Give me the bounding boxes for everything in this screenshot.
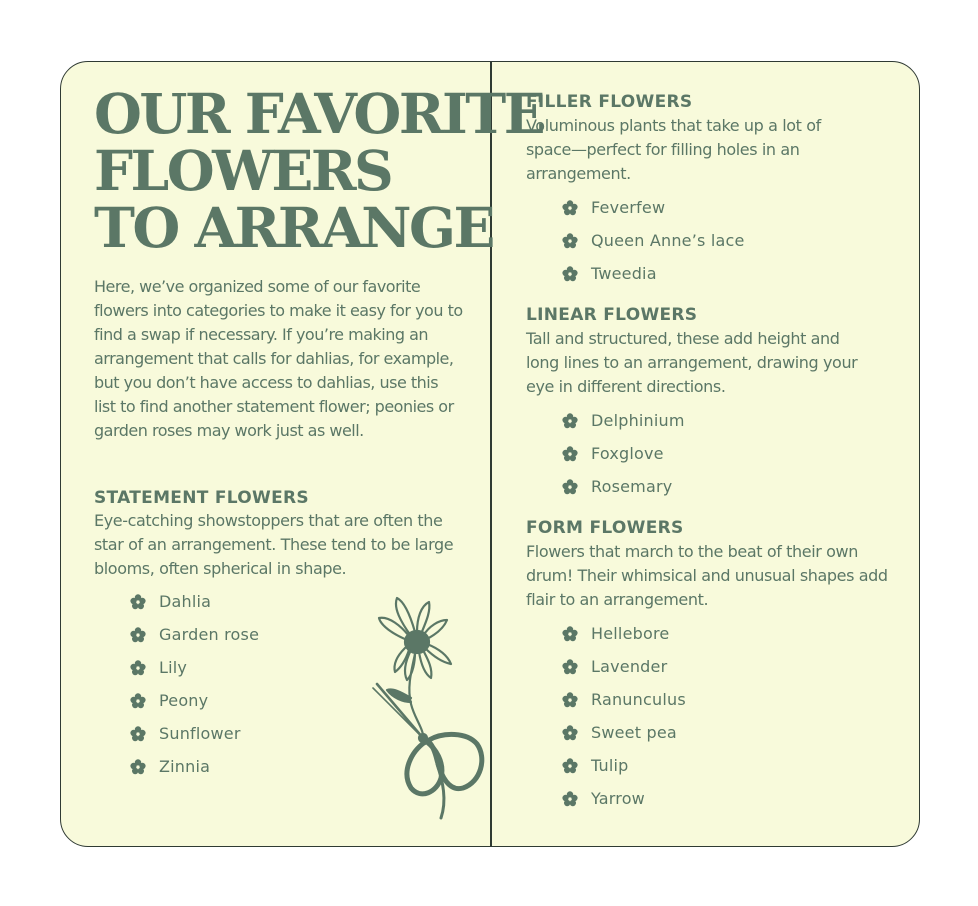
list-item	[130, 592, 259, 625]
flower-name: Feverfew	[591, 198, 666, 217]
statement-description: Eye-catching showstoppers that are often the star of an arrangement. These tend to be large blooms, often spherical in shape.	[94, 511, 454, 578]
clover-icon	[130, 592, 146, 612]
filler-heading: FILLER FLOWERS	[526, 92, 693, 112]
flower-name: Sunflower	[159, 724, 241, 743]
booklet-spread	[60, 61, 920, 847]
form-list	[562, 624, 686, 822]
list-item	[130, 757, 259, 790]
linear-heading: LINEAR FLOWERS	[526, 305, 698, 325]
filler-list	[562, 198, 745, 297]
flower-and-shears-illustration	[371, 592, 489, 824]
flower-name: Delphinium	[591, 411, 685, 430]
list-item	[562, 789, 686, 822]
flower-name: Garden rose	[159, 625, 260, 644]
list-item	[562, 756, 686, 789]
flower-name: Sweet pea	[591, 723, 677, 742]
list-item	[130, 625, 259, 658]
list-item	[562, 264, 745, 297]
linear-description: Tall and structured, these add height and long lines to an arrangement, drawing your eye in different directions.	[526, 329, 858, 396]
list-item	[562, 231, 745, 264]
list-item	[130, 691, 259, 724]
intro-paragraph: Here, we’ve organized some of our favorite flowers into categories to make it easy for you to find a swap if necessary. If you’re making an arrangement that calls for dahlias, for example, but you don’t have access to dahlias, use this list to find another statement flower; peonies or garden roses may work just as well.	[94, 277, 463, 440]
linear-list	[562, 411, 685, 510]
flower-name: Hellebore	[591, 624, 670, 643]
list-item	[562, 444, 685, 477]
flower-name: Yarrow	[591, 789, 645, 808]
list-item	[130, 658, 259, 691]
clover-icon	[562, 444, 578, 464]
flower-name: Tweedia	[591, 264, 657, 283]
list-item	[562, 624, 686, 657]
clover-icon	[562, 657, 578, 677]
list-item	[562, 690, 686, 723]
clover-icon	[562, 624, 578, 644]
clover-icon	[562, 477, 578, 497]
form-description: Flowers that march to the beat of their own drum! Their whimsical and unusual shapes add flair to an arrangement.	[526, 542, 888, 609]
clover-icon	[130, 724, 146, 744]
flower-name: Lily	[159, 658, 188, 677]
clover-icon	[562, 264, 578, 284]
flower-name: Tulip	[591, 756, 629, 775]
list-item	[130, 724, 259, 757]
list-item	[562, 477, 685, 510]
flower-name: Ranunculus	[591, 690, 686, 709]
list-item	[562, 723, 686, 756]
flower-name: Queen Anne’s lace	[591, 231, 745, 250]
filler-description: Voluminous plants that take up a lot of space—perfect for filling holes in an arrangement.	[526, 116, 821, 183]
clover-icon	[130, 658, 146, 678]
clover-icon	[130, 625, 146, 645]
flower-name: Lavender	[591, 657, 668, 676]
clover-icon	[130, 757, 146, 777]
flower-name: Rosemary	[591, 477, 673, 496]
clover-icon	[562, 411, 578, 431]
title-line-2: FLOWERS	[94, 138, 392, 203]
page-title	[94, 81, 544, 260]
clover-icon	[130, 691, 146, 711]
clover-icon	[562, 231, 578, 251]
list-item	[562, 198, 745, 231]
list-item	[562, 411, 685, 444]
flower-name: Foxglove	[591, 444, 664, 463]
flower-name: Dahlia	[159, 592, 212, 611]
form-heading: FORM FLOWERS	[526, 518, 684, 538]
list-item	[562, 657, 686, 690]
clover-icon	[562, 789, 578, 809]
flower-name: Peony	[159, 691, 209, 710]
clover-icon	[562, 723, 578, 743]
statement-heading: STATEMENT FLOWERS	[94, 488, 309, 508]
flower-name: Zinnia	[159, 757, 211, 776]
title-line-3: TO ARRANGE	[94, 195, 493, 260]
clover-icon	[562, 756, 578, 776]
statement-list	[130, 592, 259, 790]
title-line-1: OUR FAVORITE	[94, 81, 544, 146]
clover-icon	[562, 198, 578, 218]
clover-icon	[562, 690, 578, 710]
